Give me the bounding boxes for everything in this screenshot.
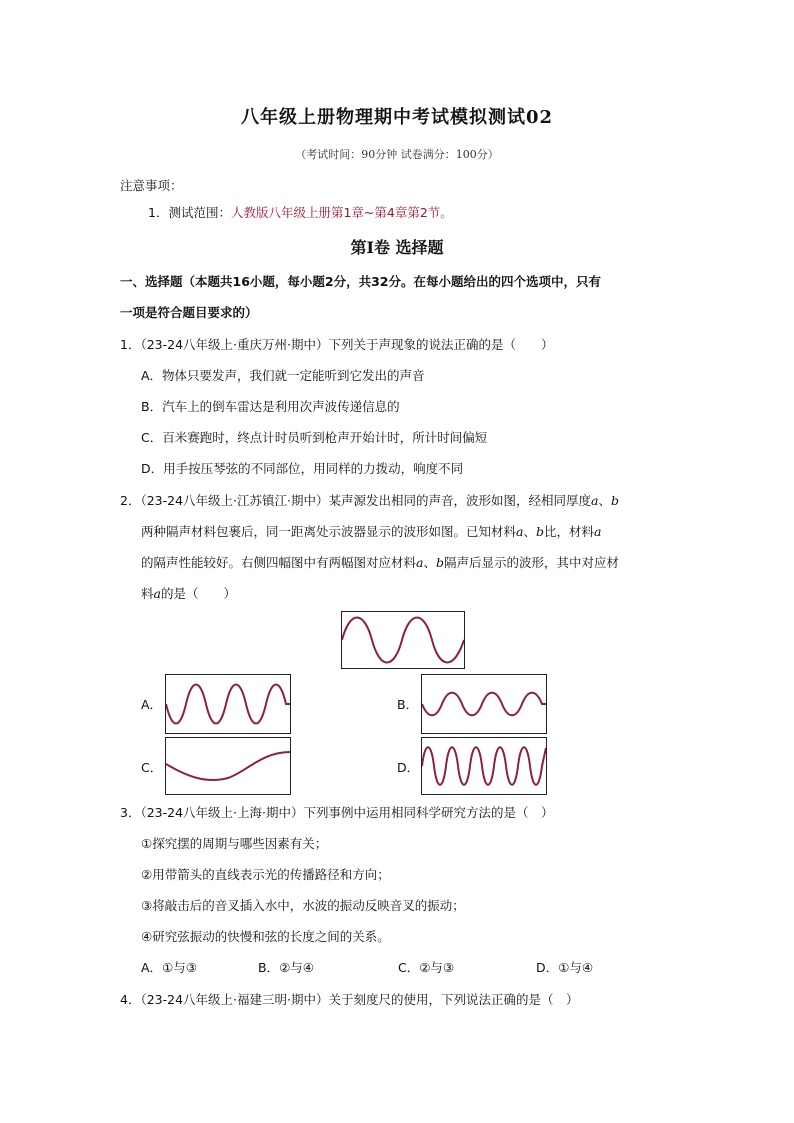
- q2-option-c-label: C．: [141, 760, 163, 775]
- q2-option-a-label: A．: [141, 697, 163, 712]
- sep: 、: [423, 555, 436, 570]
- q2-option-d-label: D．: [397, 760, 420, 775]
- q3-option-a: A．①与③: [141, 960, 197, 975]
- q3-item-3: ③将敲击后的音叉插入水中，水波的振动反映音叉的振动；: [141, 898, 465, 913]
- test-range: 人教版八年级上册第1章~第4章第2节。: [230, 205, 453, 220]
- q2-line3-text: 的隔声性能较好。右侧四幅图中有两幅图对应材料: [141, 555, 417, 570]
- q3-option-d: D．①与④: [536, 960, 594, 975]
- q3-item-1: ①探究摆的周期与哪些因素有关；: [141, 836, 328, 851]
- q1-option-d: D．用手按压琴弦的不同部位，用同样的力拨动，响度不同: [141, 461, 464, 476]
- q3-stem: 3．（23-24八年级上·上海·期中）下列事例中运用相同科学研究方法的是（ ）: [120, 805, 554, 820]
- wave-a: [166, 685, 290, 724]
- q3-option-c: C．②与③: [398, 960, 455, 975]
- notes-item-1: [148, 204, 453, 222]
- reference-waveform: [341, 611, 465, 669]
- var-a: a: [516, 524, 524, 539]
- sep: 、: [598, 493, 611, 508]
- wave-d: [422, 747, 546, 785]
- q2-option-c-waveform: [165, 737, 291, 795]
- exam-title: 八年级上册物理期中考试模拟测试02: [240, 107, 554, 128]
- q2-option-d-waveform: [421, 737, 547, 795]
- q3-option-b: B．②与④: [258, 960, 314, 975]
- q2-line4-tail: 的是（ ）: [160, 586, 236, 601]
- q2-line3-tail: 隔声后显示的波形，其中对应材: [444, 555, 620, 570]
- section-title: 第Ⅰ卷 选择题: [350, 238, 444, 257]
- q2-line2: [141, 523, 601, 541]
- notes-heading: 注意事项：: [120, 178, 183, 193]
- wave-c: [166, 752, 290, 780]
- q1-option-a: A．物体只要发声，我们就一定能听到它发出的声音: [141, 368, 425, 383]
- var-a: a: [590, 493, 599, 508]
- section-intro-line1: 一、选择题（本题共16小题，每小题2分，共32分。在每小题给出的四个选项中，只有: [120, 274, 601, 289]
- q2-line4: [141, 585, 236, 603]
- exam-subtitle: （考试时间：90分钟 试卷满分：100分）: [295, 148, 499, 161]
- q2-line1-text: 2．（23-24八年级上·江苏镇江·期中）某声源发出相同的声音，波形如图，经相同厚度: [120, 493, 591, 508]
- q3-item-4: ④研究弦振动的快慢和弦的长度之间的关系。: [141, 929, 390, 944]
- var-b: b: [535, 524, 544, 539]
- reference-wave: [342, 618, 464, 663]
- q2-line2-mid: 比，材料: [544, 524, 595, 539]
- q2-line1: [120, 492, 619, 510]
- q2-line4-text: 料: [141, 586, 154, 601]
- q1-option-b: B．汽车上的倒车雷达是利用次声波传递信息的: [141, 399, 400, 414]
- var-a: a: [153, 586, 161, 601]
- var-b: b: [435, 555, 444, 570]
- sep: 、: [523, 524, 536, 539]
- q2-line2-text: 两种隔声材料包裹后，同一距离处示波器显示的波形如图。已知材料: [141, 524, 517, 539]
- q2-option-a-waveform: [165, 674, 291, 734]
- q1-option-c: C．百米赛跑时，终点计时员听到枪声开始计时，所计时间偏短: [141, 430, 488, 445]
- q2-option-b-label: B．: [397, 697, 419, 712]
- var-b: b: [610, 493, 619, 508]
- section-intro-line2: 一项是符合题目要求的）: [120, 305, 258, 320]
- var-a: a: [594, 524, 602, 539]
- notes-item-1-prefix: 1．测试范围：: [148, 205, 231, 220]
- q1-stem: 1．（23-24八年级上·重庆万州·期中）下列关于声现象的说法正确的是（ ）: [120, 337, 554, 352]
- var-a: a: [416, 555, 424, 570]
- q2-line3: [141, 554, 619, 572]
- q3-item-2: ②用带箭头的直线表示光的传播路径和方向；: [141, 867, 390, 882]
- q4-stem: 4．（23-24八年级上·福建三明·期中）关于刻度尺的使用，下列说法正确的是（ ）: [120, 992, 579, 1007]
- q2-option-b-waveform: [421, 674, 547, 734]
- wave-b: [422, 693, 546, 716]
